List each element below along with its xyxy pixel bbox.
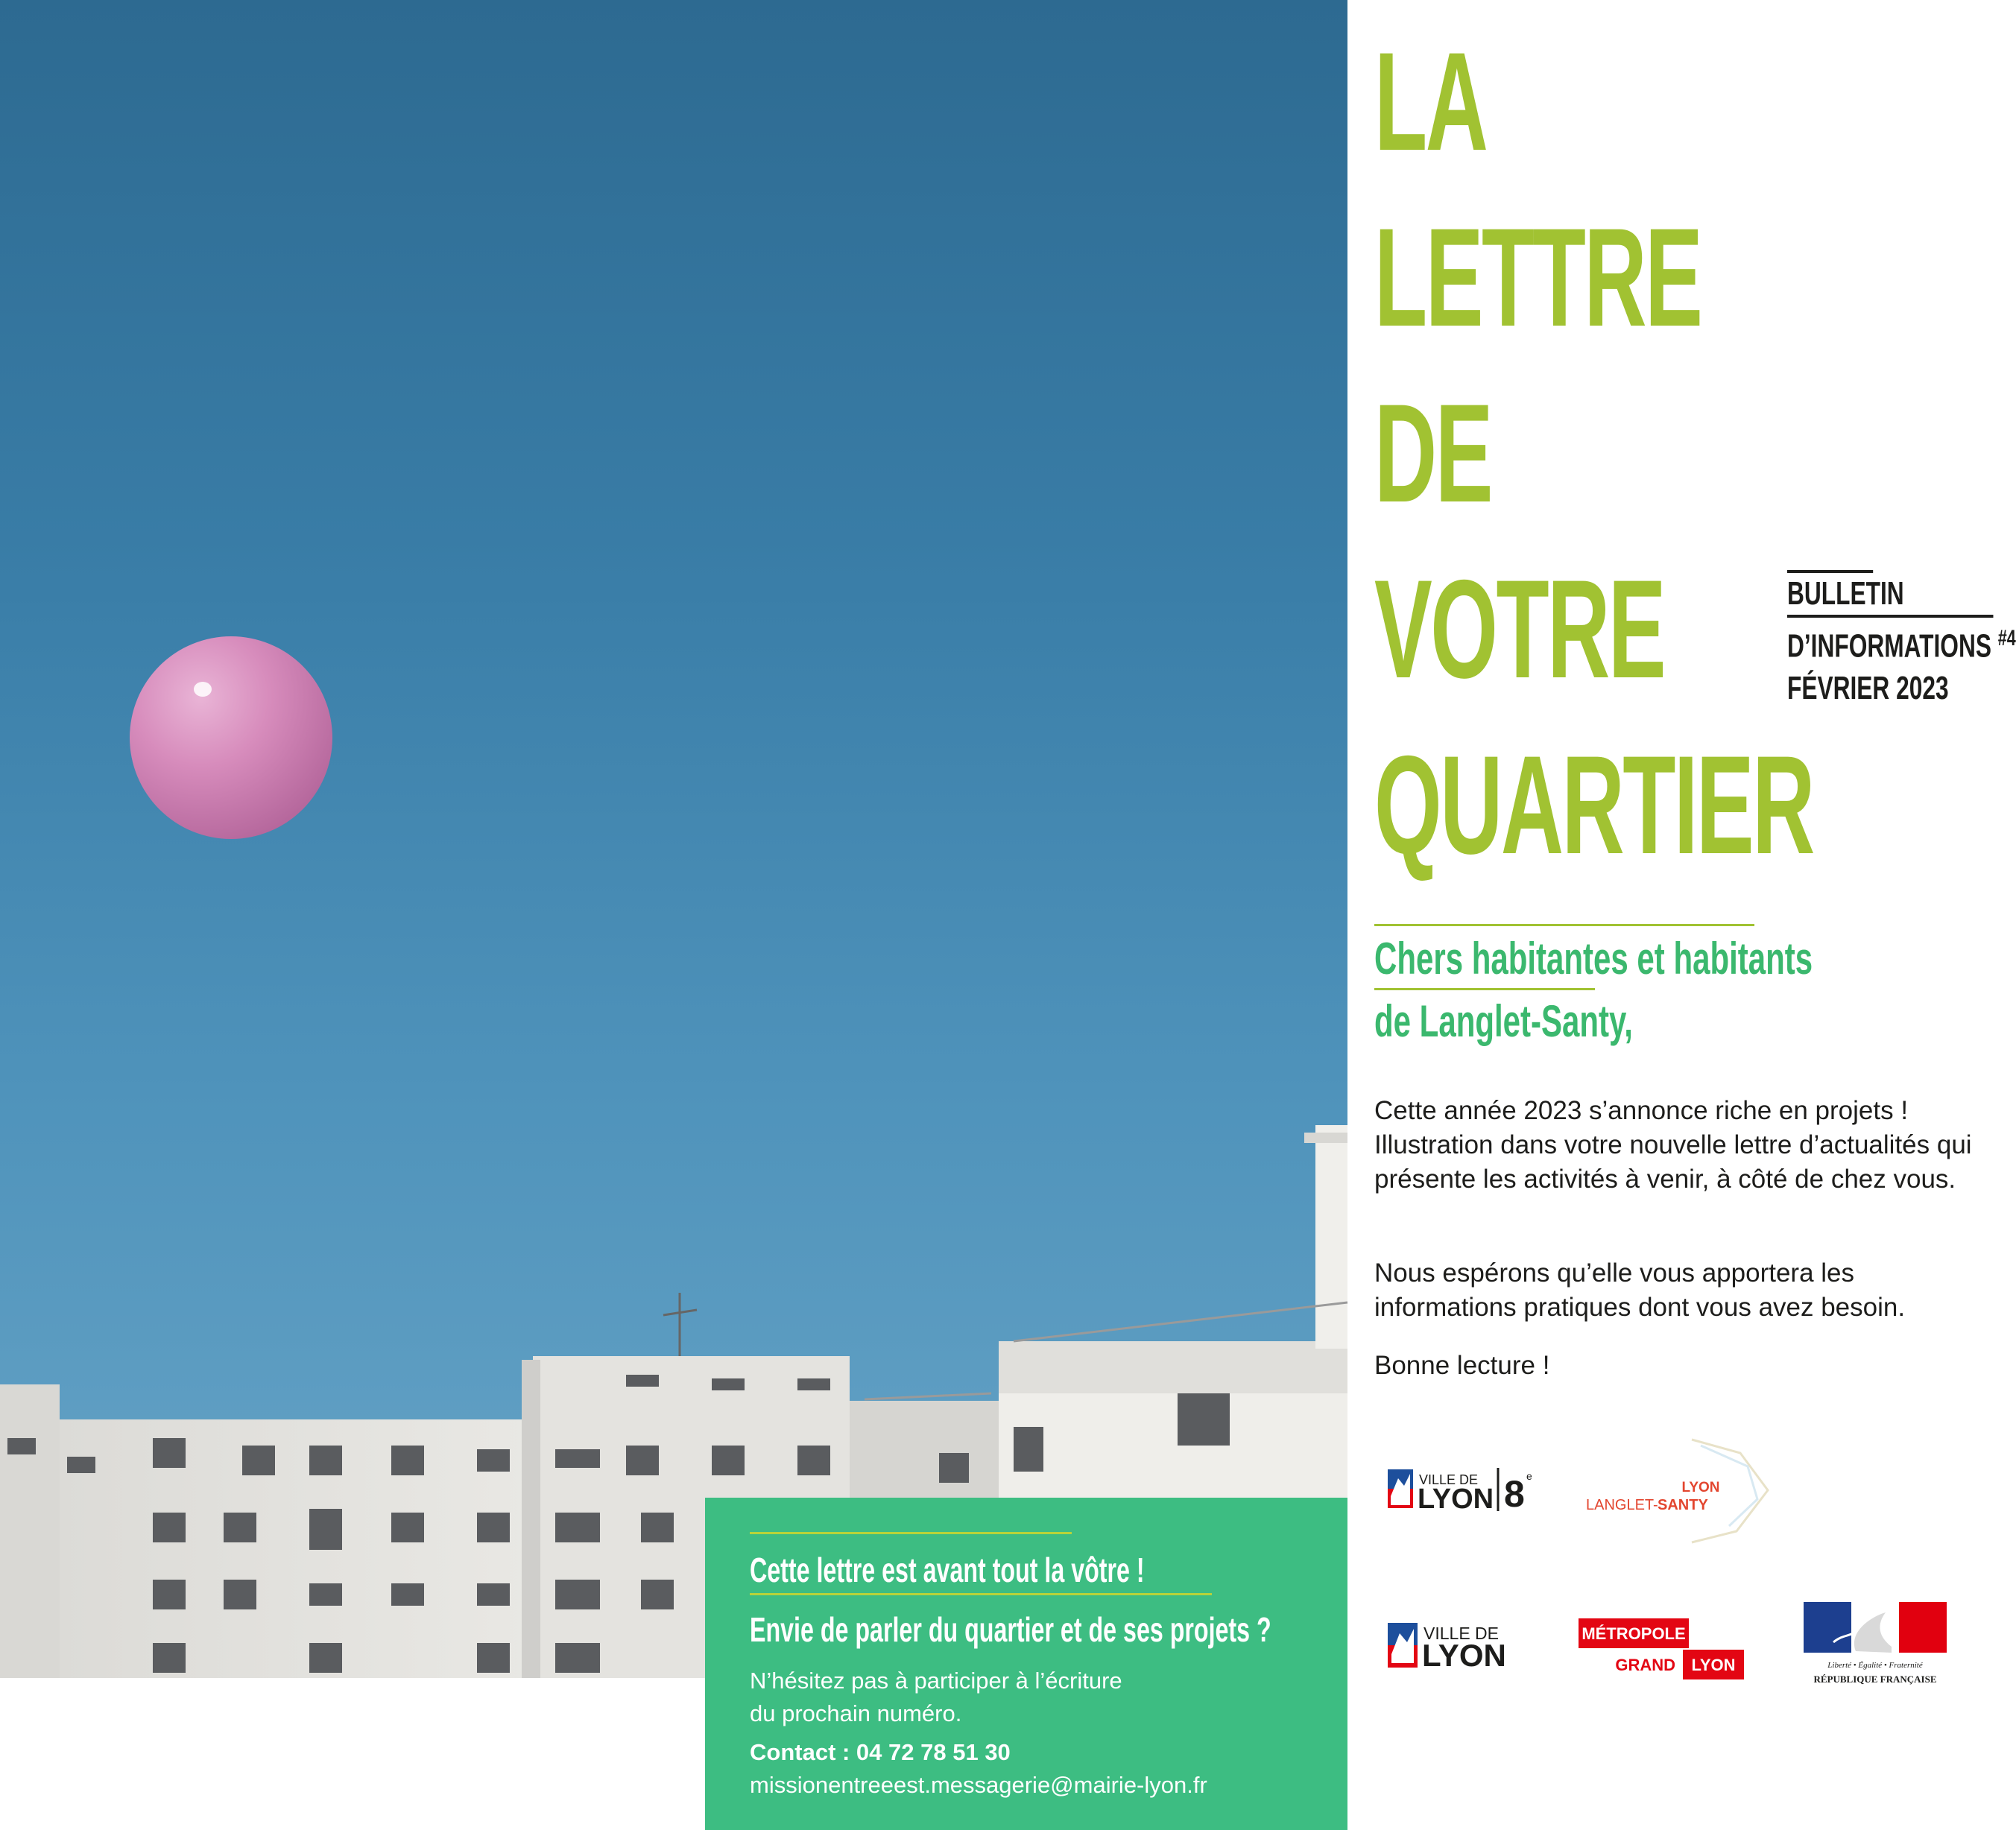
- greeting-line-1: Chers habitantes et habitants: [1374, 934, 1813, 984]
- title-line: VOTRE: [1374, 551, 1665, 707]
- svg-text:e: e: [1526, 1470, 1532, 1482]
- callout-rule: [750, 1532, 1072, 1534]
- title-line: QUARTIER: [1374, 726, 1813, 883]
- ville-de-lyon-8-logo: [1388, 1463, 1552, 1516]
- svg-text:VILLE DE: VILLE DE: [1423, 1624, 1499, 1643]
- bulletin-subtitle: [1787, 618, 2016, 668]
- metropole-grand-lyon-logo: [1579, 1615, 1757, 1682]
- svg-text:LYON: LYON: [1681, 1480, 1720, 1495]
- svg-text:RÉPUBLIQUE FRANÇAISE: RÉPUBLIQUE FRANÇAISE: [1813, 1674, 1937, 1685]
- hope-paragraph: Nous espérons qu’elle vous apportera les informations pratiques dont vous avez besoin.: [1374, 1258, 1906, 1322]
- greeting-rule: [1374, 924, 1754, 926]
- svg-text:LANGLET-: LANGLET-: [1586, 1497, 1658, 1513]
- callout-heading-1: Cette lettre est avant tout la vôtre !: [750, 1551, 1145, 1589]
- langlet-santy-logo: [1580, 1431, 1789, 1550]
- svg-text:VILLE DE: VILLE DE: [1419, 1472, 1479, 1487]
- contact-email[interactable]: missionentreeest.messagerie@mairie-lyon.fr: [750, 1772, 1207, 1798]
- svg-text:SANTY: SANTY: [1658, 1497, 1708, 1513]
- greeting-line-2: de Langlet-Santy,: [1374, 996, 1633, 1046]
- svg-text:LYON: LYON: [1418, 1484, 1494, 1515]
- greeting-rule: [1374, 988, 1595, 990]
- bulletin-label-2: D’INFORMATIONS: [1787, 627, 1991, 665]
- issue-number: #4: [1997, 626, 2016, 650]
- title-line: DE: [1374, 375, 1491, 531]
- svg-text:Liberté • Égalité • Fraternité: Liberté • Égalité • Fraternité: [1827, 1661, 1923, 1670]
- republique-francaise-logo: [1804, 1602, 1950, 1691]
- bulletin-info: [1787, 570, 2016, 709]
- callout-text-1: N’hésitez pas à participer à l’écriture: [750, 1668, 1122, 1694]
- bulletin-date: FÉVRIER 2023: [1787, 669, 1949, 706]
- closing-line: Bonne lecture !: [1374, 1351, 1550, 1380]
- title-line: LETTRE: [1374, 199, 1701, 355]
- callout-rule: [750, 1593, 1212, 1595]
- callout-text-2: du prochain numéro.: [750, 1700, 962, 1726]
- svg-text:LYON: LYON: [1691, 1656, 1736, 1674]
- participation-callout: [705, 1498, 1347, 1830]
- title-line: LA: [1374, 23, 1487, 180]
- pink-balloon: [130, 636, 332, 839]
- svg-text:8: 8: [1504, 1473, 1525, 1515]
- intro-paragraph: Cette année 2023 s’annonce riche en projets ! Illustration dans votre nouvelle lettre d’actualités qui présente les activités à venir, à côté de chez vous.: [1374, 1096, 1972, 1194]
- ville-de-lyon-logo: [1388, 1617, 1537, 1672]
- bulletin-label: BULLETIN: [1787, 575, 1904, 612]
- contact-phone: Contact : 04 72 78 51 30: [750, 1739, 1011, 1765]
- svg-text:MÉTROPOLE: MÉTROPOLE: [1581, 1624, 1686, 1643]
- newsletter-title: [1374, 13, 1813, 893]
- svg-text:GRAND: GRAND: [1615, 1656, 1675, 1674]
- svg-text:LYON: LYON: [1422, 1638, 1506, 1673]
- callout-heading-2: Envie de parler du quartier et de ses projets ?: [750, 1610, 1271, 1649]
